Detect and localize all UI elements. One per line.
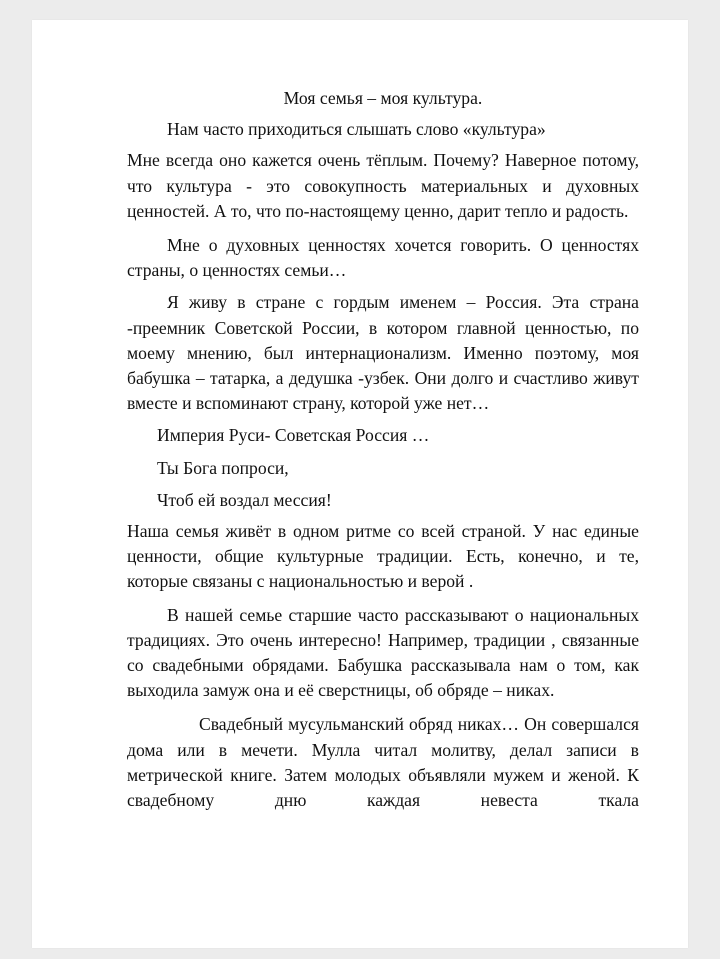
intro-paragraph: Нам часто приходиться слышать слово «культура» (167, 119, 546, 140)
paragraph: Мне о духовных ценностях хочется говорить. О ценностях страны, о ценностях семьи… (127, 235, 639, 281)
document-title: Моя семья – моя культура. (283, 88, 483, 108)
paragraph: Свадебный мусульманский обряд никах… Он совершался дома или в мечети. Мулла читал молитву, делал записи в метрической книге. Затем молодых объявляли мужем и женой. К свадебному дню каждая невеста ткала (127, 714, 639, 811)
document-page[interactable] (32, 20, 688, 948)
paragraph: В нашей семье старшие часто рассказывают о национальных традициях. Это очень интересно! Например, традиции , связанные со свадебными обрядами. Бабушка рассказывала нам о том, как выходила замуж она и её сверстницы, об обряде – никах. (127, 604, 639, 701)
paragraph: Наша семья живёт в одном ритме со всей страной. У нас единые ценности, общие культурные традиции. Есть, конечно, и те, которые связаны с национальностью и верой . (127, 521, 639, 592)
verse-line: Империя Руси- Советская Россия … (157, 425, 430, 446)
verse-line: Чтоб ей воздал мессия! (157, 489, 332, 510)
paragraph: Мне всегда оно кажется очень тёплым. Почему? Наверное потому, что культура - это совокупность материальных и духовных ценностей. А то, что по-настоящему ценно, дарит тепло и радость. (127, 150, 639, 221)
paragraph: Я живу в стране с гордым именем – Россия. Эта страна -преемник Советской России, в котором главной ценностью, по моему мнению, был интернационализм. Именно поэтому, моя бабушка – татарка, а дедушка -узбек. Они долго и счастливо живут вместе и вспоминают страну, которой уже нет… (127, 292, 639, 414)
verse-line: Ты Бога попроси, (157, 457, 289, 478)
document-body (127, 86, 639, 813)
